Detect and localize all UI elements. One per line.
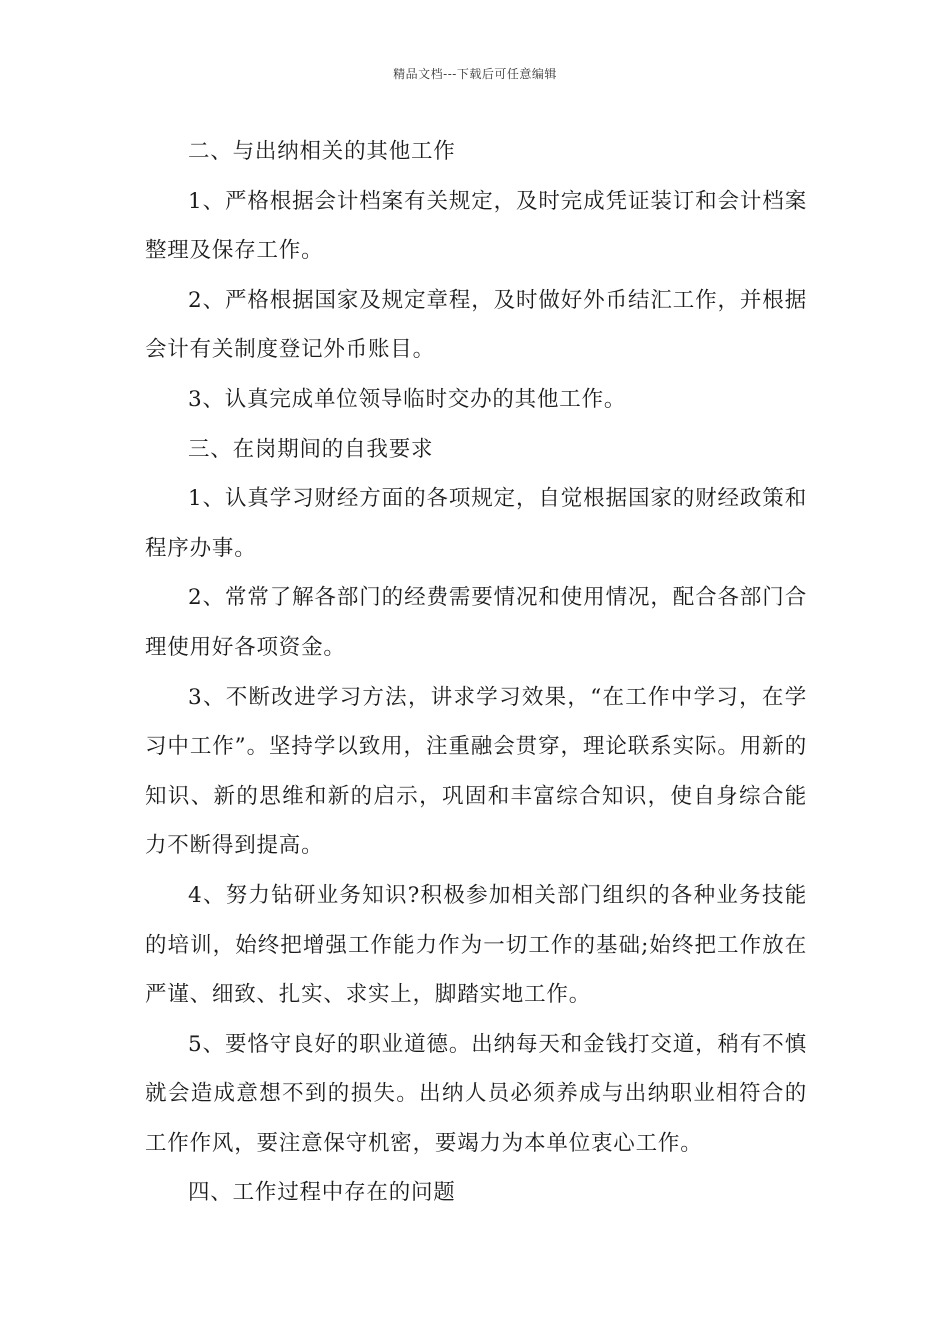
paragraph: 2、严格根据国家及规定章程，及时做好外币结汇工作，并根据会计有关制度登记外币账目。 [145,287,807,363]
section-heading-4: 四、工作过程中存在的问题 [188,1180,456,1206]
paragraph: 5、要恪守良好的职业道德。出纳每天和金钱打交道，稍有不慎就会造成意想不到的损失。出纳人员必须养成与出纳职业相符合的工作作风，要注意保守机密，要竭力为本单位衷心工作。 [145,1031,807,1156]
section-heading-3: 三、在岗期间的自我要求 [188,436,434,462]
page-header: 精品文档---下载后可任意编辑 [393,67,557,81]
paragraph: 2、常常了解各部门的经费需要情况和使用情况，配合各部门合理使用好各项资金。 [145,585,807,660]
paragraph: 3、认真完成单位领导临时交办的其他工作。 [188,386,627,412]
paragraph: 4、努力钻研业务知识?积极参加相关部门组织的各种业务技能的培训，始终把增强工作能力作为一切工作的基础;始终把工作放在严谨、细致、扎实、求实上，脚踏实地工作。 [145,882,807,1008]
paragraph: 1、严格根据会计档案有关规定，及时完成凭证装订和会计档案整理及保存工作。 [145,188,807,264]
paragraph: 3、不断改进学习方法，讲求学习效果，“在工作中学习，在学习中工作”。坚持学以致用，注重融会贯穿，理论联系实际。用新的知识、新的思维和新的启示，巩固和丰富综合知识，使自身综合能力不断得到提高。 [145,684,807,859]
document-body [145,127,807,1218]
paragraph: 1、认真学习财经方面的各项规定，自觉根据国家的财经政策和程序办事。 [145,486,807,561]
section-heading-2: 二、与出纳相关的其他工作 [188,139,456,164]
